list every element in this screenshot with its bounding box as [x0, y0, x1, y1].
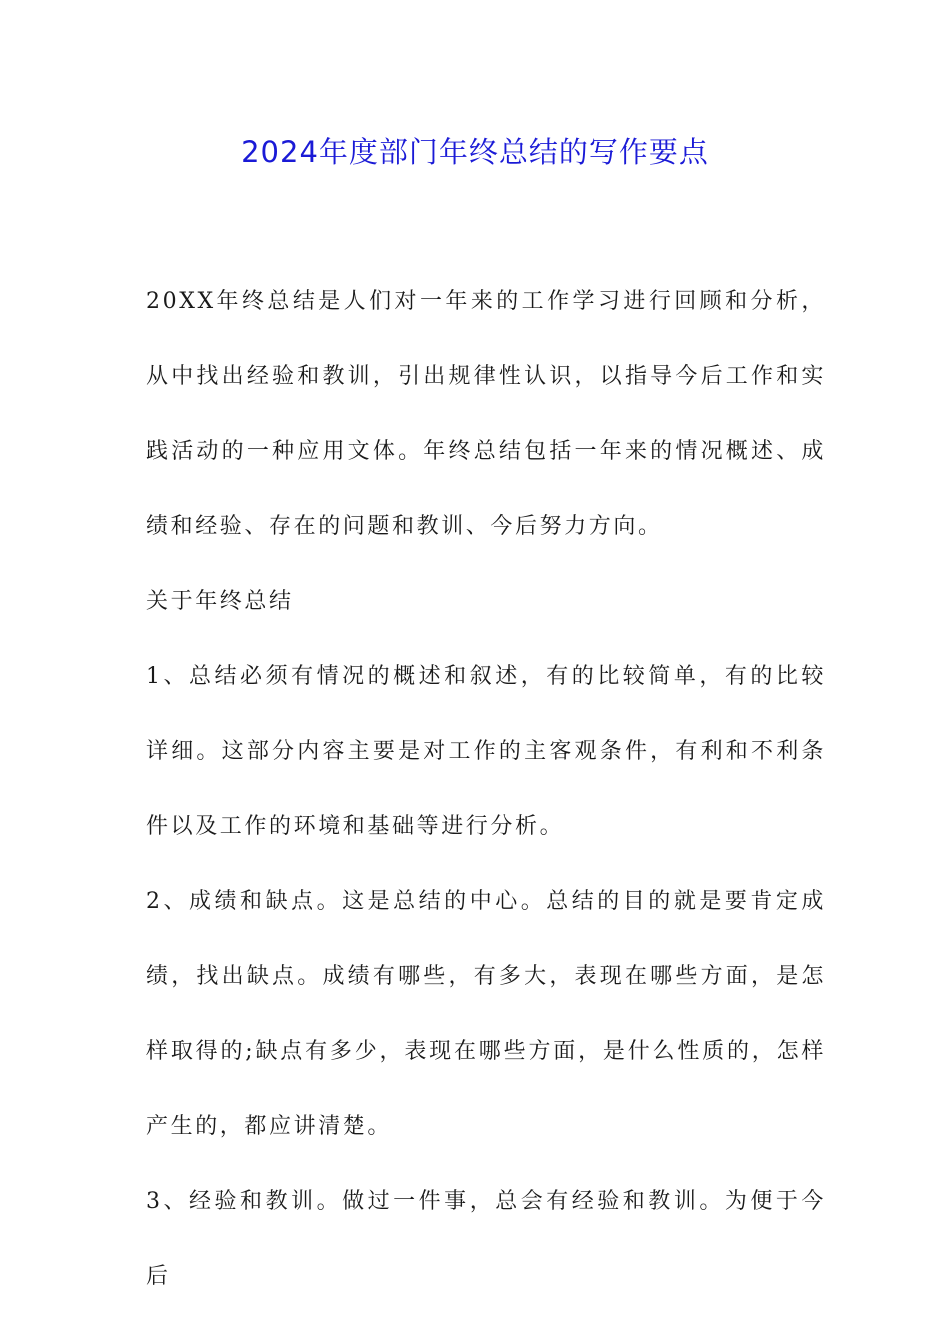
- document-body: [146, 264, 826, 1314]
- paragraph-point-2: 2、成绩和缺点。这是总结的中心。总结的目的就是要肯定成绩，找出缺点。成绩有哪些，有多大，表现在哪些方面，是怎样取得的;缺点有多少，表现在哪些方面，是什么性质的，怎样产生的，都应讲清楚。: [146, 889, 826, 1139]
- paragraph-point-3: 3、经验和教训。做过一件事，总会有经验和教训。为便于今后: [146, 1189, 826, 1289]
- paragraph-intro: 20XX年终总结是人们对一年来的工作学习进行回顾和分析，从中找出经验和教训，引出规律性认识，以指导今后工作和实践活动的一种应用文体。年终总结包括一年来的情况概述、成绩和经验、存在的问题和教训、今后努力方向。: [146, 289, 826, 539]
- paragraph-section-heading: 关于年终总结: [146, 589, 294, 614]
- paragraph-point-1: 1、总结必须有情况的概述和叙述，有的比较简单，有的比较详细。这部分内容主要是对工作的主客观条件，有利和不利条件以及工作的环境和基础等进行分析。: [146, 664, 826, 839]
- document-title: 2024年度部门年终总结的写作要点: [241, 135, 709, 169]
